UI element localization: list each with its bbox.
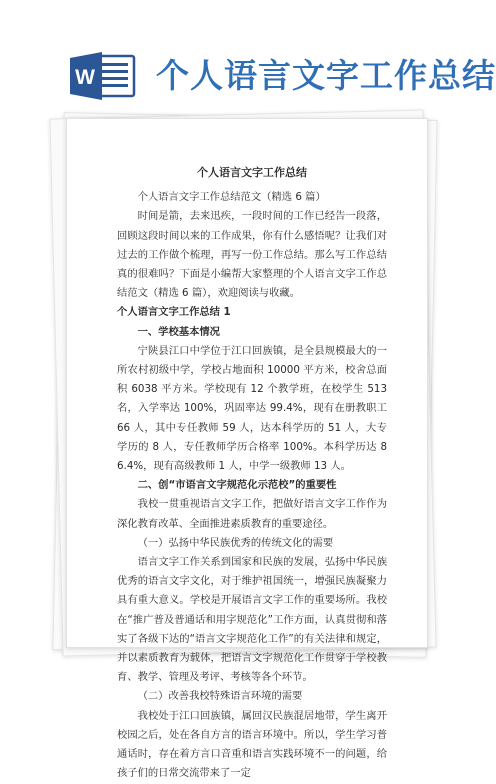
document-title: 个人语言文字工作总结: [197, 166, 307, 179]
document-subtitle: 个人语言文字工作总结范文（精选 6 篇）: [137, 191, 326, 204]
document-page: [66, 118, 428, 780]
subheading-culture: （一）弘扬中华民族优秀的传统文化的需要: [137, 536, 334, 549]
document-body: [117, 163, 387, 784]
word-document-icon: [68, 52, 136, 100]
heading-school-info: 一、学校基本情况: [137, 325, 220, 338]
paragraph-school-info: 宁陕县江口中学位于江口回族镇，是全县规模最大的一所农村初级中学，学校占地面积 10000 平方米，校舍总面积 6038 平方米。学校现有 12 个教学班，在校学生 513 名，入学率达 100%，巩固率达 99.4%，现有在册教职工 66 人，其中专任教师 59 人，达本科学历的 51 人，大专学历的 8 人，专任教师学历合格率 100%。本科学历达 86.4%，现有高级教师 1 人，中学一级教师 13 人。: [117, 344, 387, 473]
subheading-environment: （二）改善我校特殊语言环境的需要: [137, 690, 303, 703]
banner-title: 个人语言文字工作总结: [156, 56, 496, 95]
paragraph-culture: 语言文字工作关系到国家和民族的发展，弘扬中华民族优秀的语言文字文化，对于维护祖国统一，增强民族凝聚力具有重大意义。学校是开展语言文字工作的重要场所。我校在“推广普及普通话和用字规范化”工作方面，认真贯彻和落实了各级下达的“语言文字规范化工作”的有关法律和规定，并以素质教育为载体，把语言文字规范化工作贯穿于学校教育、教学、管理及考评、考核等各个环节。: [117, 556, 387, 684]
word-icon-letter: W: [75, 66, 95, 89]
intro-paragraph: 时间是箭，去来迅疾，一段时间的工作已经告一段落，回顾这段时间以来的工作成果，你有什么感悟呢？让我们对过去的工作做个梳理，再写一份工作总结。那么写工作总结真的很难吗？下面是小编帮大家整理的个人语言文字工作总结范文（精选 6 篇），欢迎阅读与收藏。: [117, 210, 387, 300]
heading-importance: 二、创“市语言文字规范化示范校”的重要性: [137, 479, 337, 492]
section-title: 个人语言文字工作总结 1: [117, 306, 231, 319]
paragraph-importance: 我校一贯重视语言文字工作，把做好语言文字工作作为深化教育改革、全面推进素质教育的重要途径。: [117, 498, 387, 530]
paragraph-environment: 我校处于江口回族镇，属回汉民族混居地带，学生离开校园之后，处在各自方言的语言环境中。所以，学生学习普通话时，存在着方言口音重和语言实践环境不一的问题，给孩子们的日常交流带来了一定: [117, 709, 387, 780]
